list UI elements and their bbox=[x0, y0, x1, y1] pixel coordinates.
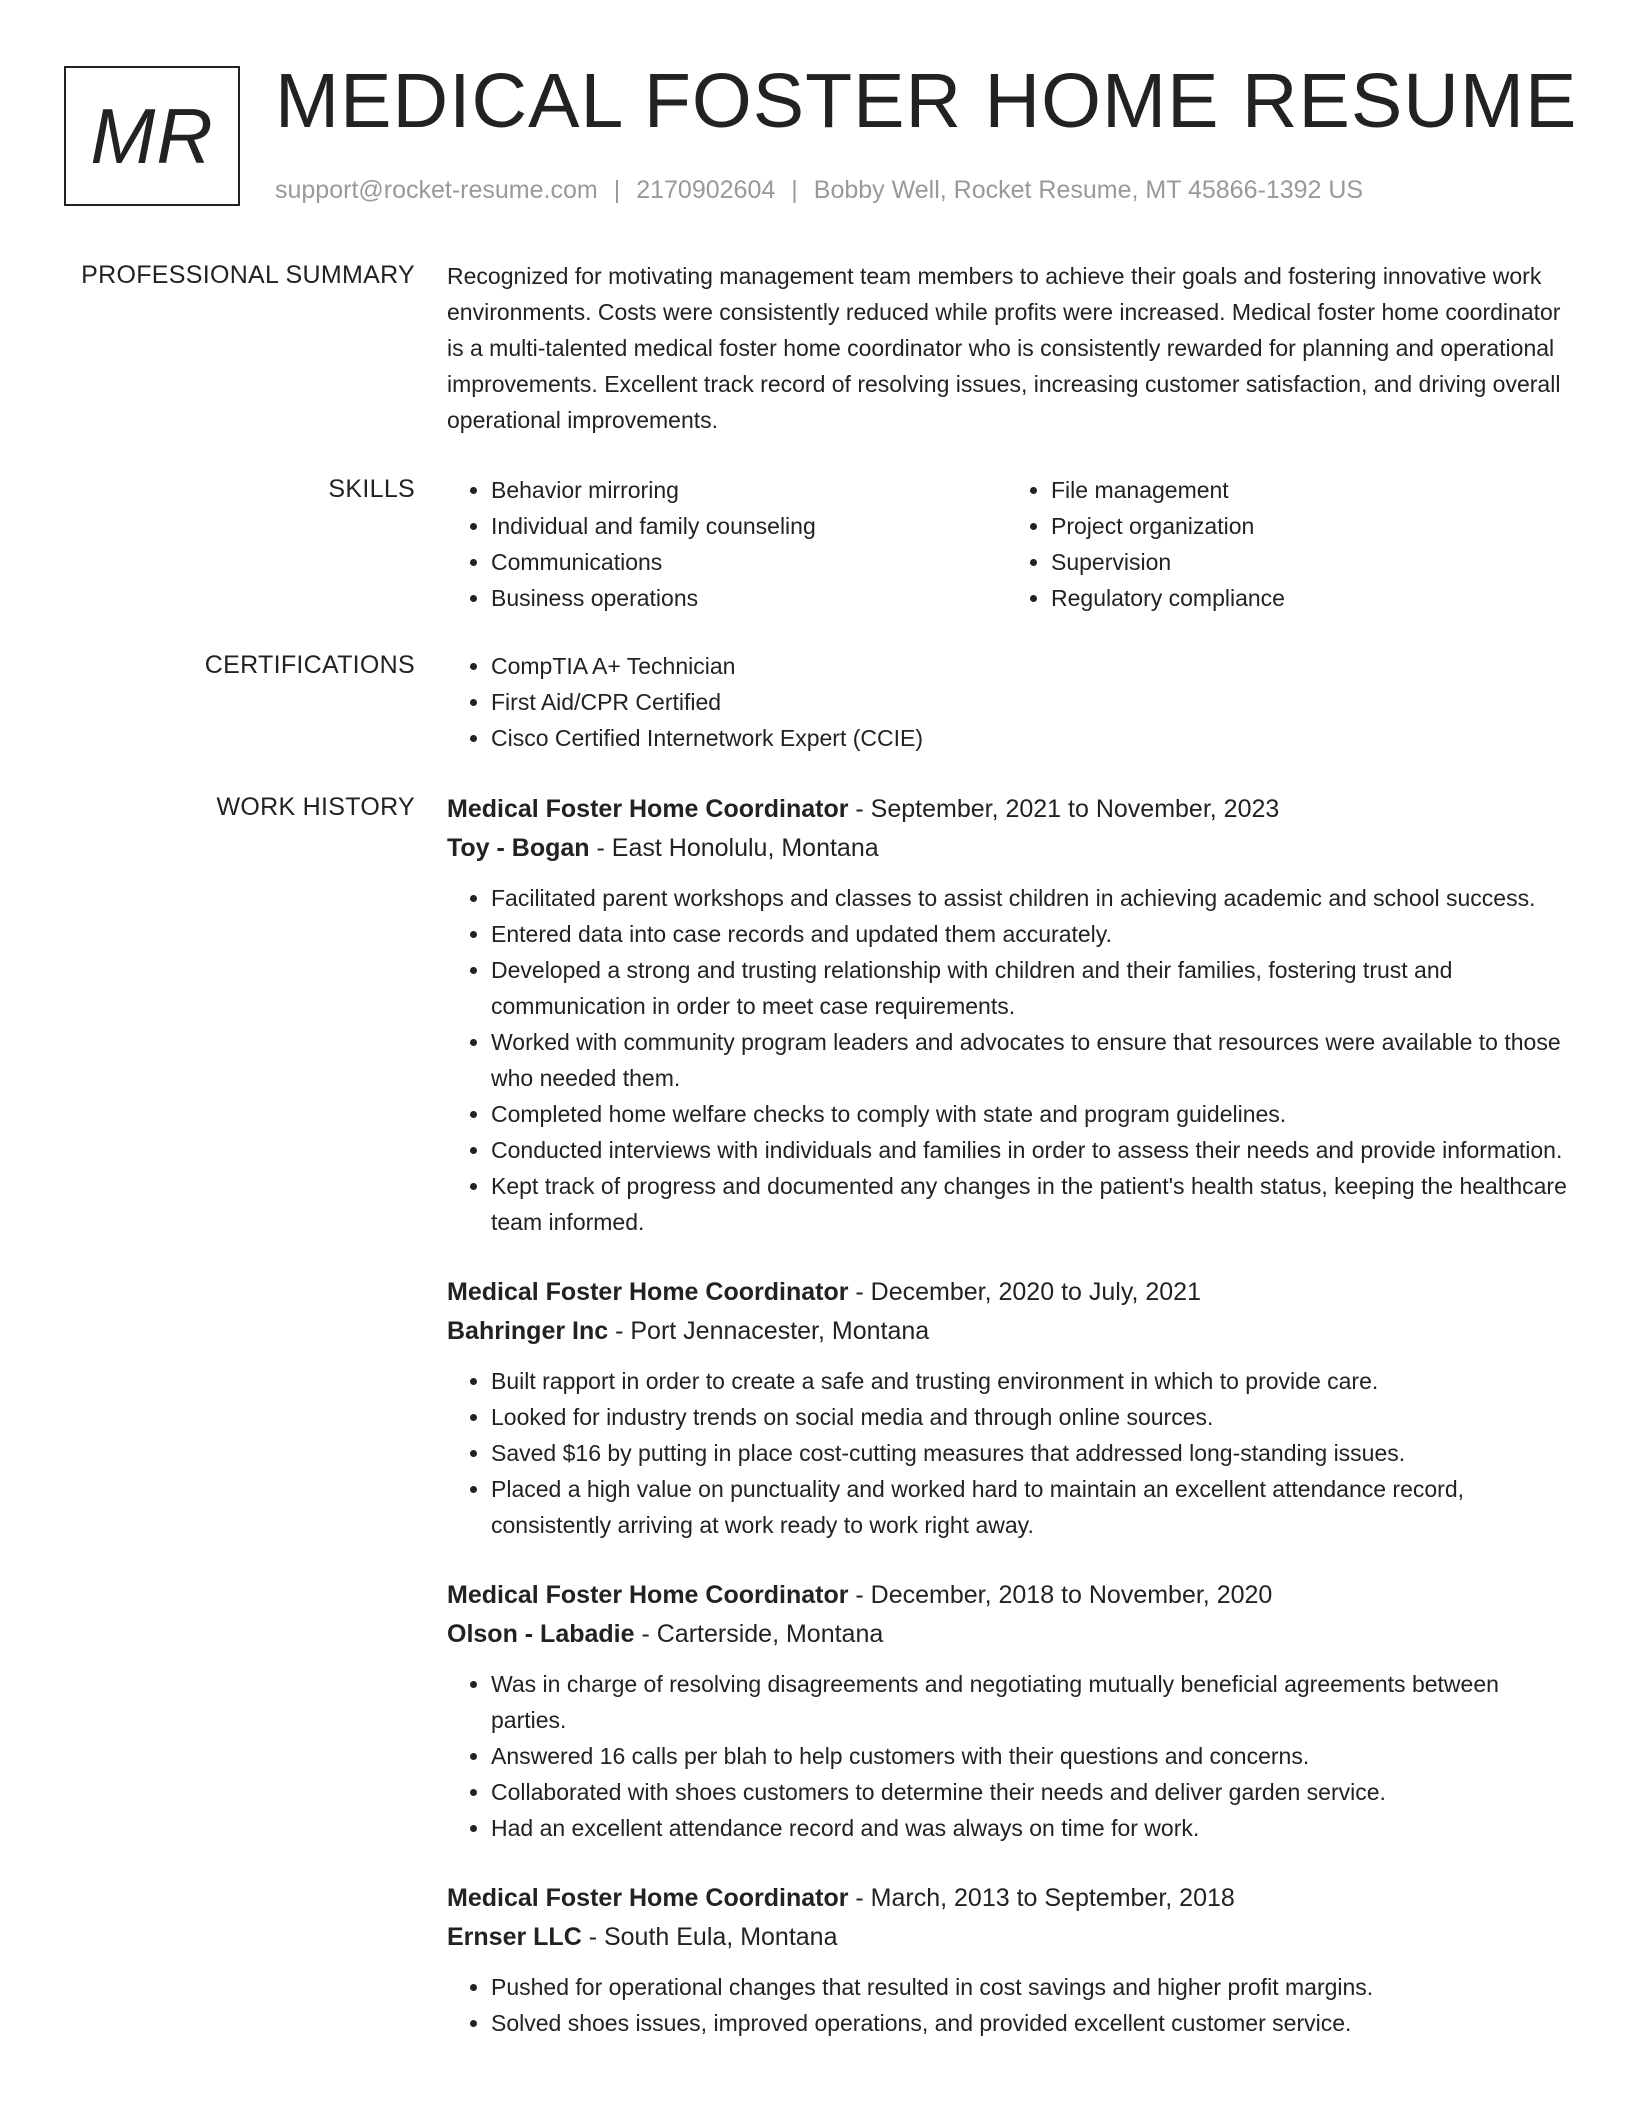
skill-item: • File management bbox=[1051, 472, 1567, 508]
job-title-line bbox=[447, 1879, 1567, 1918]
work-history-label: WORK HISTORY bbox=[216, 793, 415, 821]
job-bullet: • Pushed for operational changes that resulted in cost savings and higher profit margins. bbox=[491, 1969, 1567, 2005]
page-title: MEDICAL FOSTER HOME RESUME bbox=[275, 58, 1578, 144]
job-bullet: • Entered data into case records and updated them accurately. bbox=[491, 916, 1567, 952]
summary-text: Recognized for motivating management team members to achieve their goals and fostering innovative work environments. Costs were consistently reduced while profits were increased. Medical foster home coordinator is a multi-talented medical foster home coordinator who is consistently rewarded for planning and operational improvements. Excellent track record of resolving issues, increasing customer satisfaction, and driving overall operational improvements. bbox=[447, 263, 1561, 433]
job-bullet: • Kept track of progress and documented any changes in the patient's health status, keeping the healthcare team informed. bbox=[491, 1168, 1567, 1240]
contact-separator: | bbox=[613, 176, 621, 204]
job-bullet: • Conducted interviews with individuals and families in order to assess their needs and provide information. bbox=[491, 1132, 1567, 1168]
certification-item: • CompTIA A+ Technician bbox=[491, 648, 1567, 684]
monogram-logo: MR bbox=[64, 66, 240, 206]
job-bullet: • Saved $16 by putting in place cost-cutting measures that addressed long-standing issues. bbox=[491, 1435, 1567, 1471]
contact-phone: 2170902604 bbox=[636, 176, 776, 204]
job-bullet: • Facilitated parent workshops and classes to assist children in achieving academic and school success. bbox=[491, 880, 1567, 916]
job-location: - Port Jennacester, Montana bbox=[608, 1317, 930, 1345]
certification-item: • First Aid/CPR Certified bbox=[491, 684, 1567, 720]
job-location: - Carterside, Montana bbox=[634, 1620, 884, 1648]
job-company-line bbox=[447, 829, 1567, 868]
job-bullet: • Solved shoes issues, improved operations, and provided excellent customer service. bbox=[491, 2005, 1567, 2041]
summary-label: PROFESSIONAL SUMMARY bbox=[81, 261, 415, 289]
job-entry bbox=[447, 790, 1567, 1240]
job-dates: - March, 2013 to September, 2018 bbox=[848, 1884, 1235, 1912]
job-entry bbox=[447, 1273, 1567, 1543]
job-company-line bbox=[447, 1918, 1567, 1957]
certifications-label: CERTIFICATIONS bbox=[204, 651, 415, 679]
skill-item: • Supervision bbox=[1051, 544, 1567, 580]
job-company: Toy - Bogan bbox=[447, 834, 590, 862]
job-dates: - September, 2021 to November, 2023 bbox=[848, 795, 1280, 823]
skill-item: • Regulatory compliance bbox=[1051, 580, 1567, 616]
job-title: Medical Foster Home Coordinator bbox=[447, 1278, 849, 1306]
job-bullet: • Completed home welfare checks to comply with state and program guidelines. bbox=[491, 1096, 1567, 1132]
job-bullet: • Looked for industry trends on social media and through online sources. bbox=[491, 1399, 1567, 1435]
contact-address: Bobby Well, Rocket Resume, MT 45866-1392 US bbox=[813, 176, 1364, 204]
skill-item: • Project organization bbox=[1051, 508, 1567, 544]
job-bullet: • Built rapport in order to create a safe and trusting environment in which to provide care. bbox=[491, 1363, 1567, 1399]
skill-item: • Behavior mirroring bbox=[491, 472, 1007, 508]
skill-item: • Individual and family counseling bbox=[491, 508, 1007, 544]
skill-item: • Business operations bbox=[491, 580, 1007, 616]
job-title-line bbox=[447, 790, 1567, 829]
job-title: Medical Foster Home Coordinator bbox=[447, 795, 849, 823]
job-bullets bbox=[447, 1969, 1567, 2041]
job-bullets bbox=[447, 1363, 1567, 1543]
job-entry bbox=[447, 1576, 1567, 1846]
job-company: Bahringer Inc bbox=[447, 1317, 609, 1345]
skills-list-left bbox=[447, 472, 1007, 616]
job-bullet: • Collaborated with shoes customers to determine their needs and deliver garden service. bbox=[491, 1774, 1567, 1810]
job-dates: - December, 2018 to November, 2020 bbox=[848, 1581, 1273, 1609]
contact-email: support@rocket-resume.com bbox=[275, 176, 598, 204]
job-company: Olson - Labadie bbox=[447, 1620, 635, 1648]
job-bullet: • Answered 16 calls per blah to help customers with their questions and concerns. bbox=[491, 1738, 1567, 1774]
skill-item: • Communications bbox=[491, 544, 1007, 580]
skills-label: SKILLS bbox=[328, 475, 415, 503]
job-bullet: • Had an excellent attendance record and was always on time for work. bbox=[491, 1810, 1567, 1846]
contact-line bbox=[275, 176, 1363, 205]
job-location: - East Honolulu, Montana bbox=[589, 834, 879, 862]
job-title: Medical Foster Home Coordinator bbox=[447, 1884, 849, 1912]
job-company-line bbox=[447, 1312, 1567, 1351]
job-title: Medical Foster Home Coordinator bbox=[447, 1581, 849, 1609]
job-company-line bbox=[447, 1615, 1567, 1654]
job-location: - South Eula, Montana bbox=[581, 1923, 838, 1951]
job-title-line bbox=[447, 1576, 1567, 1615]
skills-list-right bbox=[1007, 472, 1567, 616]
job-title-line bbox=[447, 1273, 1567, 1312]
job-company: Ernser LLC bbox=[447, 1923, 582, 1951]
job-bullet: • Worked with community program leaders and advocates to ensure that resources were available to those who needed them. bbox=[491, 1024, 1567, 1096]
job-bullet: • Was in charge of resolving disagreements and negotiating mutually beneficial agreements between parties. bbox=[491, 1666, 1567, 1738]
certification-item: • Cisco Certified Internetwork Expert (CCIE) bbox=[491, 720, 1567, 756]
job-dates: - December, 2020 to July, 2021 bbox=[848, 1278, 1201, 1306]
job-bullet: • Placed a high value on punctuality and worked hard to maintain an excellent attendance record, consistently arriving at work ready to work right away. bbox=[491, 1471, 1567, 1543]
job-entry bbox=[447, 1879, 1567, 2041]
job-bullets bbox=[447, 880, 1567, 1240]
job-bullet: • Developed a strong and trusting relationship with children and their families, fostering trust and communication in order to meet case requirements. bbox=[491, 952, 1567, 1024]
job-bullets bbox=[447, 1666, 1567, 1846]
contact-separator: | bbox=[791, 176, 798, 204]
certifications-list bbox=[447, 648, 1567, 756]
